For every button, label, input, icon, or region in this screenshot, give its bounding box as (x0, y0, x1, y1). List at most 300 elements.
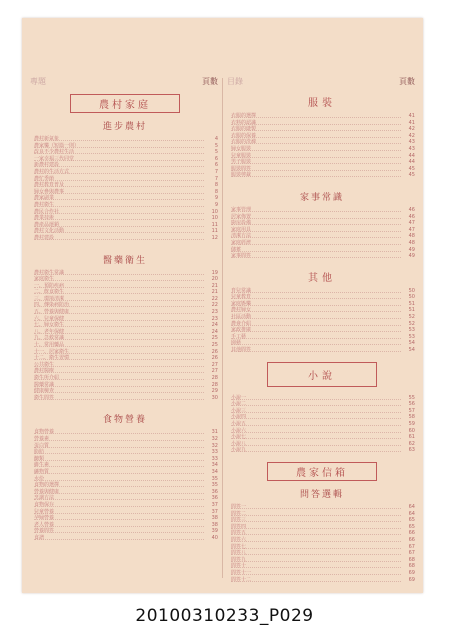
leader-dots (231, 425, 401, 426)
leader-dots (231, 418, 401, 419)
toc-entry-page: 55 (408, 394, 415, 401)
toc-entry (227, 327, 417, 334)
toc-entry (227, 233, 417, 240)
toc-entry (227, 146, 417, 153)
toc-entry-title: 小說六 (231, 427, 247, 434)
toc-entry-title: 服裝剪裁 (231, 172, 252, 179)
toc-entry-title: 八、老年保健 (34, 328, 65, 335)
toc-entry-page: 47 (408, 220, 415, 227)
toc-entry-title: 家事問答 (231, 253, 252, 260)
sec3-list (30, 429, 220, 541)
toc-entry (227, 253, 417, 260)
sec1-title: 進步農村 (102, 122, 147, 132)
toc-entry-page: 47 (408, 226, 415, 233)
toc-entry-page: 65 (408, 517, 415, 524)
toc-entry-title: 新農村建設 (34, 162, 60, 169)
toc-entry-page: 34 (211, 468, 218, 475)
toc-entry-page: 8 (214, 188, 218, 195)
archive-id-caption: 20100310233_P029 (135, 606, 314, 626)
toc-entry-title: 社區活動 (231, 314, 252, 321)
left-box-title: 農村家庭 (70, 94, 180, 113)
toc-entry-title: 農民合作社 (34, 208, 60, 215)
toc-entry-title: 家事管理 (231, 206, 252, 213)
left-column (30, 18, 220, 541)
toc-entry-title: 小說二 (231, 401, 247, 408)
toc-entry-title: 農家樂（短篇一則） (34, 142, 80, 149)
leader-dots (34, 219, 204, 220)
toc-entry (227, 113, 417, 120)
leader-dots (231, 137, 401, 138)
right-column (227, 18, 417, 583)
toc-entry-page: 34 (211, 462, 218, 469)
rsec1-list (227, 113, 417, 179)
toc-entry-page: 30 (211, 394, 218, 401)
toc-entry-title: 小說一 (231, 394, 247, 401)
toc-entry-title: 問答三 (231, 517, 247, 524)
toc-entry-page: 27 (211, 361, 218, 368)
toc-entry-page: 21 (211, 282, 218, 289)
toc-entry (227, 530, 417, 537)
toc-entry-title: 衣服的縫製 (231, 126, 257, 133)
leader-dots (34, 213, 204, 214)
novel-box-title: 小說 (267, 362, 377, 387)
toc-entry (227, 421, 417, 428)
toc-entry-page: 32 (211, 442, 218, 449)
toc-entry-title: 園藝 (231, 340, 242, 347)
leader-dots (231, 432, 401, 433)
leader-dots (231, 298, 401, 299)
toc-entry-title: 小說九 (231, 447, 247, 454)
toc-entry-title: 衛生所介紹 (34, 375, 60, 381)
toc-entry-page: 67 (408, 543, 415, 550)
toc-entry-title: 兒童服裝 (231, 152, 252, 159)
toc-entry-title: 五、營養與健康 (34, 309, 70, 316)
toc-entry-page: 37 (211, 508, 218, 515)
toc-entry-title: 醣類 (34, 455, 45, 462)
toc-entry (227, 550, 417, 557)
leader-dots (34, 519, 204, 520)
toc-entry (227, 172, 417, 179)
toc-entry-page: 12 (211, 234, 218, 241)
leader-dots (231, 176, 401, 177)
rsec2-title: 家事常識 (299, 192, 344, 203)
toc-entry-page: 60 (408, 427, 415, 434)
leader-dots (231, 224, 401, 225)
toc-entry (30, 202, 220, 209)
toc-entry-page: 69 (408, 569, 415, 576)
leader-dots (231, 130, 401, 131)
toc-entry (227, 434, 417, 441)
toc-entry (227, 139, 417, 146)
toc-entry-title: 烹調方法 (34, 495, 55, 502)
toc-entry (30, 489, 220, 496)
toc-entry-page: 64 (408, 503, 415, 510)
toc-entry (30, 309, 220, 316)
toc-entry-page: 44 (408, 152, 415, 159)
toc-entry (30, 149, 220, 156)
toc-entry (30, 469, 220, 476)
leader-dots (34, 433, 204, 434)
toc-entry-title: 食物的選擇 (34, 482, 60, 489)
leader-dots (231, 325, 401, 326)
leader-dots (231, 521, 401, 522)
toc-entry (227, 441, 417, 448)
toc-entry-title: 農村教育普及 (34, 182, 65, 189)
toc-entry-page: 8 (214, 182, 218, 189)
toc-entry (227, 207, 417, 214)
toc-entry (30, 436, 220, 443)
leader-dots (34, 480, 204, 481)
leader-dots (34, 399, 204, 400)
toc-entry-title: 其他問答 (231, 347, 252, 354)
leader-dots (231, 574, 401, 575)
toc-entry-page: 35 (211, 475, 218, 482)
toc-entry (227, 570, 417, 577)
toc-entry (30, 228, 220, 235)
toc-entry (30, 443, 220, 450)
toc-entry-title: 二、飲食衛生 (34, 289, 65, 296)
toc-entry-page: 26 (211, 355, 218, 362)
leader-dots (34, 539, 204, 540)
toc-entry-title: 衛生問答 (34, 394, 55, 401)
toc-entry-title: 家庭娛樂 (231, 300, 252, 307)
toc-entry (227, 517, 417, 524)
leader-dots (34, 199, 204, 200)
toc-entry-page: 6 (214, 155, 218, 162)
toc-entry-page: 54 (408, 340, 415, 347)
toc-entry-page: 32 (211, 435, 218, 442)
toc-entry-title: 農村建設 (34, 234, 55, 241)
toc-entry-page: 45 (408, 165, 415, 172)
toc-entry-title: 家政推廣 (231, 327, 252, 334)
toc-entry-page: 10 (211, 215, 218, 222)
toc-entry (30, 215, 220, 222)
toc-entry (30, 270, 220, 277)
toc-entry-page: 53 (408, 333, 415, 340)
toc-entry-page: 65 (408, 523, 415, 530)
toc-entry-title: 家庭衛生 (34, 276, 55, 283)
toc-entry-title: 問答九 (231, 556, 247, 563)
leader-dots (34, 460, 204, 461)
toc-entry-title: 問答十一 (231, 569, 252, 576)
toc-entry (30, 276, 220, 283)
leader-dots (34, 499, 204, 500)
toc-entry-title: 公共衛生 (34, 361, 55, 368)
toc-entry (30, 368, 220, 375)
leader-dots (231, 124, 401, 125)
toc-entry-title: 蛋白質 (34, 442, 50, 449)
leader-dots (34, 392, 204, 393)
toc-entry-page: 43 (408, 145, 415, 152)
toc-entry (227, 537, 417, 544)
toc-entry-title: 小說三 (231, 407, 247, 414)
toc-entry-page: 43 (408, 139, 415, 146)
toc-entry-title: 小說八 (231, 440, 247, 447)
leader-dots (34, 166, 204, 167)
toc-entry (227, 334, 417, 341)
leader-dots (34, 140, 204, 141)
toc-entry (30, 182, 220, 189)
toc-entry-page: 9 (214, 195, 218, 202)
toc-entry-page: 45 (408, 172, 415, 179)
toc-entry (30, 429, 220, 436)
toc-entry (30, 342, 220, 349)
toc-entry-title: 九、急救常識 (34, 335, 65, 342)
leader-dots (231, 211, 401, 212)
toc-entry-page: 22 (211, 302, 218, 309)
toc-entry-title: 十二、衛生習慣 (34, 355, 70, 362)
toc-entry-title: 食譜 (34, 534, 45, 541)
toc-entry-page: 21 (211, 289, 218, 296)
toc-entry (30, 522, 220, 529)
leader-dots (34, 440, 204, 441)
toc-entry-title: 居家佈置 (231, 213, 252, 220)
toc-entry (30, 322, 220, 329)
toc-entry-page: 33 (211, 449, 218, 456)
toc-entry-page: 40 (211, 534, 218, 541)
toc-entry (30, 209, 220, 216)
toc-entry-page: 27 (211, 368, 218, 375)
leader-dots (231, 567, 401, 568)
leader-dots (34, 532, 204, 533)
toc-entry-title: 改良不少農村生活 (34, 149, 75, 156)
toc-entry-title: 男子服裝 (231, 159, 252, 166)
toc-entry-page: 50 (408, 287, 415, 294)
toc-entry-page: 44 (408, 159, 415, 166)
toc-entry-page: 33 (211, 455, 218, 462)
toc-entry-page: 24 (211, 322, 218, 329)
leader-dots (231, 438, 401, 439)
leader-dots (231, 508, 401, 509)
toc-entry-title: 農村衛生常識 (34, 269, 65, 276)
toc-entry (30, 362, 220, 369)
rsec4-list (227, 504, 417, 583)
toc-entry-page: 5 (214, 149, 218, 156)
toc-entry (30, 462, 220, 469)
toc-entry-title: 衣服的洗滌 (231, 139, 257, 146)
toc-entry (30, 449, 220, 456)
toc-entry-title: 問答六 (231, 536, 247, 543)
toc-entry-page: 23 (211, 309, 218, 316)
toc-entry-page: 28 (211, 375, 218, 381)
right-column-header (227, 76, 417, 90)
leader-dots (231, 163, 401, 164)
leader-dots (231, 143, 401, 144)
leader-dots (34, 447, 204, 448)
leader-dots (231, 399, 401, 400)
toc-entry (227, 447, 417, 454)
toc-entry-title: 育兒常識 (231, 287, 252, 294)
toc-entry (30, 195, 220, 202)
toc-entry-page: 20 (211, 276, 218, 283)
toc-entry (227, 288, 417, 295)
toc-entry (227, 408, 417, 415)
sec2-list (30, 270, 220, 402)
toc-entry-title: 問答四 (231, 523, 247, 530)
leader-dots (34, 526, 204, 527)
leader-dots (34, 280, 204, 281)
toc-entry-title: 農村醫療 (34, 368, 55, 375)
toc-entry (30, 136, 220, 143)
toc-entry-page: 37 (211, 501, 218, 508)
sec3-title: 食物營養 (102, 415, 147, 426)
toc-entry (227, 347, 417, 354)
toc-entry (227, 220, 417, 227)
toc-entry (227, 563, 417, 570)
toc-entry (30, 502, 220, 509)
left-topic-label: 專題 (30, 77, 46, 86)
toc-entry-page: 56 (408, 401, 415, 408)
toc-entry-page: 48 (408, 233, 415, 240)
toc-entry-title: 農產品運銷 (34, 221, 60, 228)
leader-dots (231, 445, 401, 446)
toc-entry-title: 農村新氣象 (34, 136, 60, 142)
toc-entry-title: 農村婦女 (231, 307, 252, 314)
toc-entry-page: 57 (408, 407, 415, 414)
toc-entry-title: 儲蓄 (231, 246, 242, 253)
toc-entry-title: 問答二 (231, 510, 247, 517)
leader-dots (34, 206, 204, 207)
toc-entry (30, 382, 220, 389)
toc-entry-title: 小說四 (231, 414, 247, 421)
toc-entry (227, 524, 417, 531)
toc-entry (227, 247, 417, 254)
toc-entry-title: 清潔方法 (231, 233, 252, 240)
leader-dots (231, 305, 401, 306)
toc-entry-page: 36 (211, 495, 218, 502)
leader-dots (34, 180, 204, 181)
toc-entry-page: 26 (211, 348, 218, 355)
toc-entry-title: 農會介紹 (231, 320, 252, 327)
toc-entry-title: 七、婦女衛生 (34, 322, 65, 329)
toc-entry-page: 49 (408, 253, 415, 260)
document-sheet (22, 18, 423, 593)
toc-entry-title: 服裝問答 (231, 165, 252, 172)
toc-entry-title: 維生素 (34, 462, 50, 469)
toc-entry-page: 53 (408, 327, 415, 334)
toc-entry-title: 營養與健康 (34, 488, 60, 495)
right-page-label: 頁數 (399, 77, 415, 86)
toc-entry (227, 414, 417, 421)
toc-entry-title: 問答一 (231, 503, 247, 510)
toc-entry-page: 19 (211, 269, 218, 276)
leader-dots (231, 351, 401, 352)
leader-dots (231, 338, 401, 339)
leader-dots (231, 331, 401, 332)
toc-entry-page: 52 (408, 314, 415, 321)
toc-entry (227, 301, 417, 308)
toc-entry (227, 126, 417, 133)
leader-dots (34, 473, 204, 474)
toc-entry-page: 63 (408, 447, 415, 454)
leader-dots (231, 311, 401, 312)
toc-entry-title: 健康檢查 (34, 388, 55, 395)
toc-entry-page: 66 (408, 536, 415, 543)
toc-entry-page: 69 (408, 576, 415, 583)
leader-dots (231, 554, 401, 555)
toc-entry (227, 395, 417, 402)
toc-entry-title: 農村衛生 (34, 201, 55, 208)
toc-entry-title: 廚房設備 (231, 220, 252, 227)
leader-dots (231, 528, 401, 529)
toc-entry-title: 礦物質 (34, 468, 50, 475)
toc-entry-title: 十一、居家衛生 (34, 348, 70, 355)
toc-entry-page: 42 (408, 126, 415, 133)
toc-entry (227, 227, 417, 234)
leader-dots (34, 239, 204, 240)
toc-entry-title: 婦女參與農事 (34, 188, 65, 195)
toc-entry (227, 340, 417, 347)
toc-entry-page: 7 (214, 168, 218, 175)
toc-entry-title: 一家幸福三代同堂 (34, 155, 75, 162)
toc-entry-page: 49 (408, 246, 415, 253)
leader-dots (231, 117, 401, 118)
toc-entry-page: 61 (408, 434, 415, 441)
toc-entry-page: 38 (211, 521, 218, 528)
toc-entry-page: 25 (211, 342, 218, 349)
toc-entry (227, 544, 417, 551)
leader-dots (34, 506, 204, 507)
leader-dots (231, 451, 401, 452)
toc-entry (30, 189, 220, 196)
toc-entry-title: 手工藝 (231, 333, 247, 340)
toc-entry (30, 456, 220, 463)
toc-entry-title: 食物營養 (34, 429, 55, 436)
rsec1-title: 服裝 (308, 98, 336, 109)
toc-entry-title: 衣服的選擇 (231, 113, 257, 119)
toc-entry (227, 577, 417, 584)
leader-dots (231, 231, 401, 232)
toc-entry (30, 289, 220, 296)
toc-entry (30, 495, 220, 502)
toc-entry-title: 問答七 (231, 543, 247, 550)
toc-entry-title: 食物保存 (34, 501, 55, 508)
leader-dots (231, 515, 401, 516)
leader-dots (34, 379, 204, 380)
toc-entry-page: 22 (211, 295, 218, 302)
toc-entry-title: 衣服的保養 (231, 132, 257, 139)
toc-entry-page: 11 (211, 228, 218, 235)
leader-dots (34, 386, 204, 387)
toc-entry-page: 28 (211, 381, 218, 388)
toc-entry (30, 162, 220, 169)
toc-entry-page: 36 (211, 488, 218, 495)
toc-entry (227, 214, 417, 221)
leader-dots (231, 548, 401, 549)
toc-entry-title: 農家副業 (34, 195, 55, 202)
toc-entry (227, 240, 417, 247)
leader-dots (231, 170, 401, 171)
toc-entry-title: 農村的生活方式 (34, 168, 70, 175)
toc-entry (30, 375, 220, 382)
toc-entry-page: 9 (214, 201, 218, 208)
toc-entry-page: 68 (408, 556, 415, 563)
toc-entry-page: 50 (408, 294, 415, 301)
toc-entry-title: 脂肪 (34, 449, 45, 456)
toc-entry-title: 問答八 (231, 550, 247, 557)
leader-dots (231, 157, 401, 158)
leader-dots (231, 541, 401, 542)
toc-entry-page: 35 (211, 482, 218, 489)
leader-dots (231, 318, 401, 319)
leader-dots (231, 292, 401, 293)
toc-entry (227, 159, 417, 166)
toc-entry-page: 7 (214, 175, 218, 182)
toc-entry-page: 31 (211, 429, 218, 436)
toc-entry-title: 三、環境清潔 (34, 295, 65, 302)
sec1-list (30, 136, 220, 242)
toc-entry (227, 321, 417, 328)
